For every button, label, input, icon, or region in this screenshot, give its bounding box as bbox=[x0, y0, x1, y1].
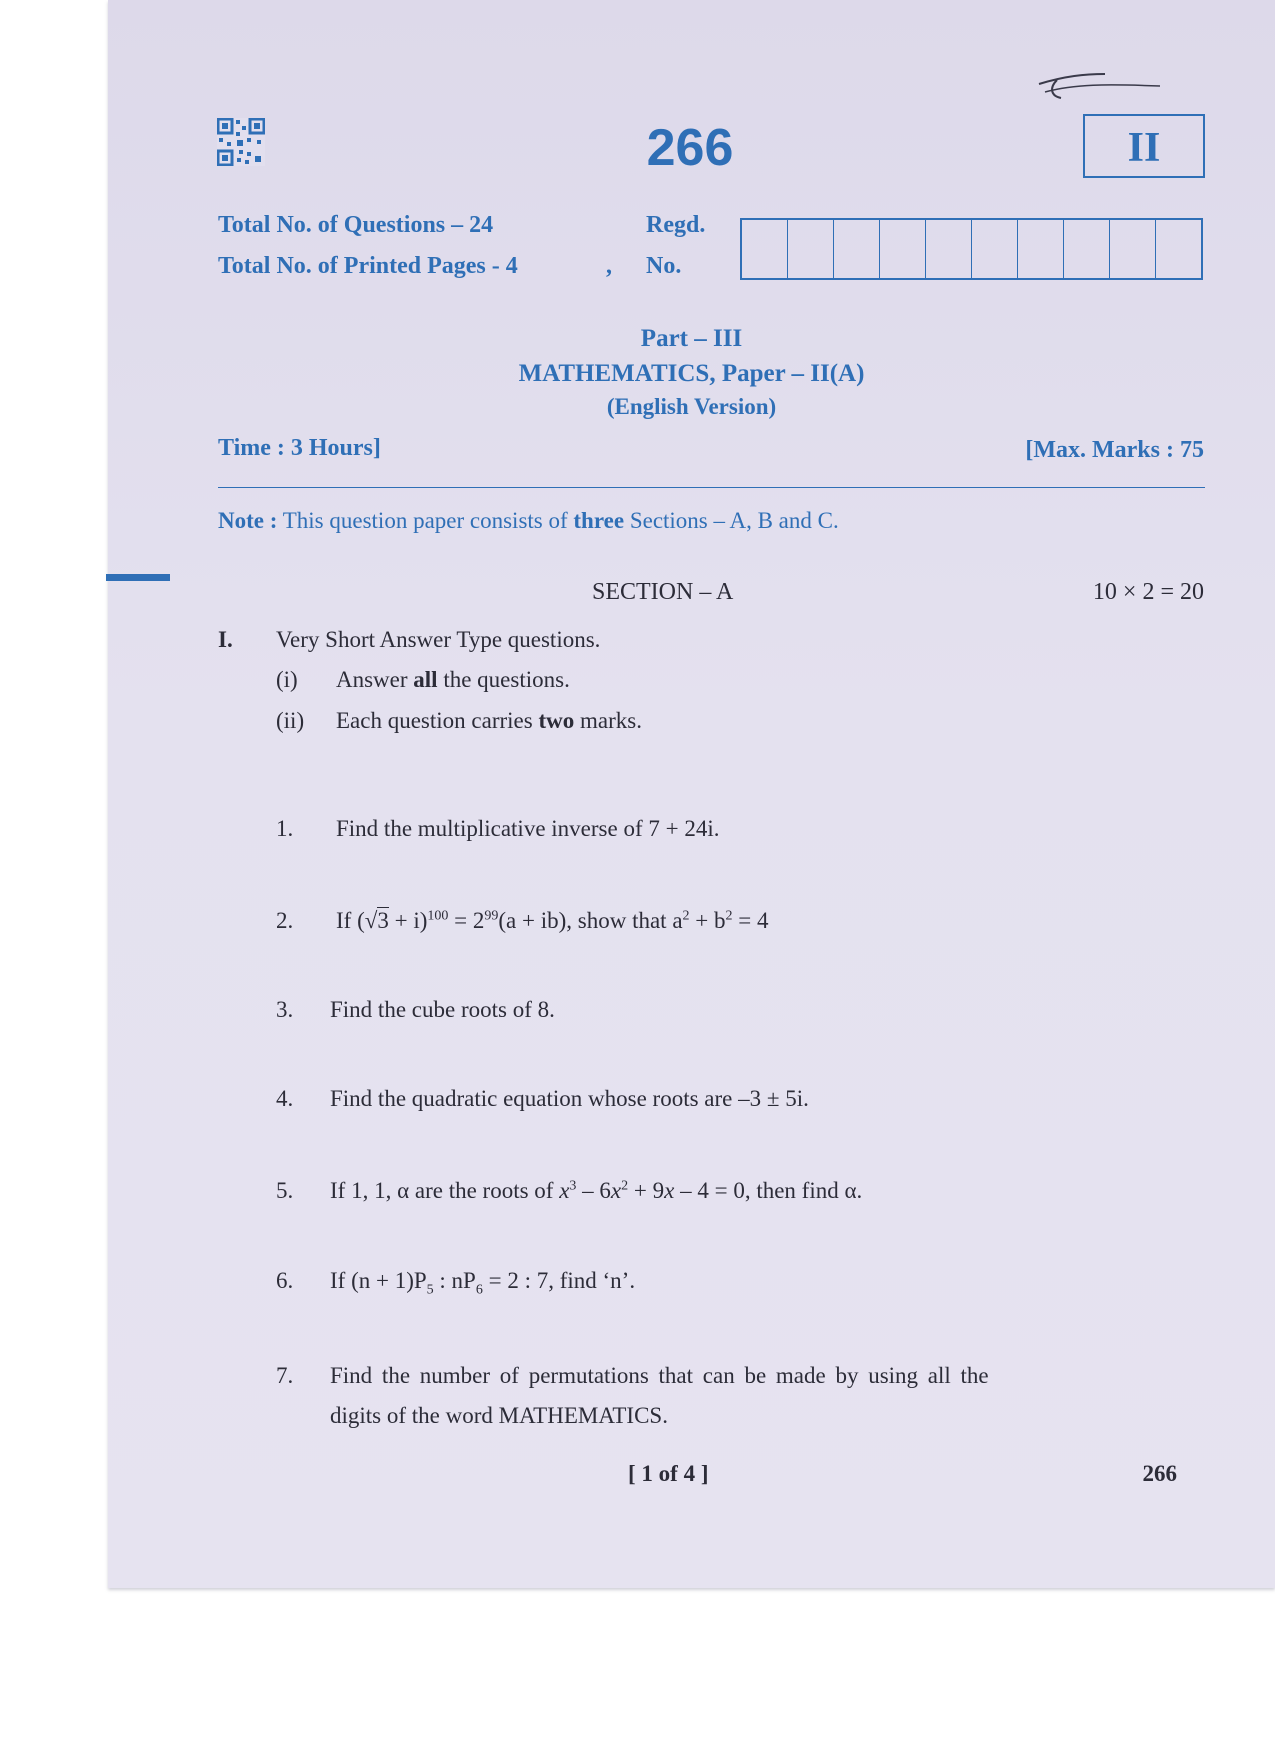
q2-exp1: 100 bbox=[427, 908, 449, 924]
q6-sub1: 5 bbox=[426, 1282, 434, 1298]
instruction-num: (i) bbox=[276, 667, 298, 692]
note-text-bold: three bbox=[573, 508, 625, 533]
time-label: Time : 3 Hours] bbox=[218, 435, 381, 461]
max-marks-label: [Max. Marks : 75 bbox=[1025, 437, 1204, 463]
q2-end: = 4 bbox=[732, 908, 769, 933]
q2-exp2: 99 bbox=[484, 908, 499, 924]
paper-code: 266 bbox=[646, 119, 734, 177]
instruction-bold: all bbox=[413, 667, 438, 692]
regd-digit-box bbox=[1110, 220, 1156, 278]
total-pages: Total No. of Printed Pages - 4 bbox=[218, 253, 518, 279]
question-text: Find the number of permutations that can be made by using all the bbox=[330, 1363, 989, 1388]
regd-digit-box bbox=[926, 220, 972, 278]
question-text bbox=[336, 907, 769, 935]
regd-number-boxes bbox=[740, 218, 1203, 280]
question-number: 5. bbox=[276, 1178, 294, 1203]
q6-mid: : nP bbox=[433, 1268, 476, 1293]
regd-digit-box bbox=[1156, 220, 1201, 278]
q5-var: x bbox=[559, 1178, 570, 1203]
q2-exp4: 2 bbox=[725, 908, 733, 924]
instruction-text bbox=[336, 707, 642, 735]
q2-pre: If ( bbox=[336, 908, 365, 933]
subject-title: MATHEMATICS, Paper – II(A) bbox=[518, 360, 865, 387]
q6-sub2: 6 bbox=[475, 1282, 483, 1298]
q5-pre: If 1, 1, α are the roots of bbox=[330, 1178, 560, 1203]
q2-post: (a + ib), show that a bbox=[498, 908, 683, 933]
regd-label: Regd. bbox=[646, 212, 706, 238]
q6-pre: If (n + 1)P bbox=[330, 1268, 427, 1293]
q2-eq: = 2 bbox=[448, 908, 485, 933]
q2-plus: + b bbox=[689, 908, 726, 933]
handwritten-mark-icon bbox=[1035, 62, 1165, 112]
instruction-num: (ii) bbox=[276, 708, 305, 733]
instruction-bold: two bbox=[538, 708, 575, 733]
q2-exp3: 2 bbox=[682, 908, 690, 924]
q2-radicand: 3 bbox=[377, 908, 389, 933]
question-number: 4. bbox=[276, 1086, 294, 1111]
q5-end: – 4 = 0, then find α. bbox=[674, 1178, 863, 1203]
section-roman: I. bbox=[218, 627, 233, 652]
instruction-before: Answer bbox=[336, 667, 408, 692]
q5-exp1: 3 bbox=[569, 1178, 577, 1194]
page-indicator: [ 1 of 4 ] bbox=[628, 1461, 709, 1486]
part-title: Part – III bbox=[640, 325, 743, 352]
regd-digit-box bbox=[742, 220, 788, 278]
q5-m2: + 9 bbox=[628, 1178, 665, 1203]
qr-code-icon bbox=[217, 118, 265, 166]
question-text: Find the cube roots of 8. bbox=[330, 997, 555, 1022]
instruction-after: marks. bbox=[579, 708, 642, 733]
instruction-before: Each question carries bbox=[336, 708, 533, 733]
note-label: Note : bbox=[218, 508, 278, 533]
note-line bbox=[218, 507, 839, 535]
q5-var: x bbox=[610, 1178, 622, 1203]
section-title: SECTION – A bbox=[592, 579, 734, 605]
q6-end: = 2 : 7, find ‘n’. bbox=[482, 1268, 636, 1293]
regd-digit-box bbox=[788, 220, 834, 278]
question-number: 2. bbox=[276, 908, 294, 933]
question-number: 3. bbox=[276, 997, 294, 1022]
footer-code: 266 bbox=[1142, 1461, 1177, 1486]
regd-digit-box bbox=[972, 220, 1018, 278]
regd-digit-box bbox=[834, 220, 880, 278]
question-number: 1. bbox=[276, 816, 294, 841]
question-text bbox=[330, 1267, 636, 1298]
no-label: No. bbox=[646, 253, 682, 279]
regd-digit-box bbox=[1064, 220, 1110, 278]
q5-var: x bbox=[664, 1178, 675, 1203]
instruction-after: the questions. bbox=[443, 667, 570, 692]
question-text-continued: digits of the word MATHEMATICS. bbox=[330, 1403, 668, 1428]
question-text: Find the multiplicative inverse of 7 + 24i. bbox=[336, 816, 720, 841]
q5-exp2: 2 bbox=[621, 1178, 629, 1194]
question-text: Find the quadratic equation whose roots are –3 ± 5i. bbox=[330, 1086, 809, 1111]
instruction-text bbox=[336, 666, 570, 694]
section-heading: Very Short Answer Type questions. bbox=[276, 627, 601, 652]
regd-digit-box bbox=[1018, 220, 1064, 278]
sqrt-symbol: √3 bbox=[364, 908, 389, 933]
section-marks: 10 × 2 = 20 bbox=[1092, 579, 1204, 605]
version-title: (English Version) bbox=[606, 394, 777, 419]
question-number: 6. bbox=[276, 1268, 294, 1293]
note-text-after: Sections – A, B and C. bbox=[629, 508, 839, 533]
regd-digit-box bbox=[880, 220, 926, 278]
paper-level-box: II bbox=[1083, 114, 1205, 178]
margin-mark bbox=[106, 574, 170, 581]
header-divider bbox=[218, 487, 1205, 488]
q2-mid: + i) bbox=[388, 908, 428, 933]
total-questions: Total No. of Questions – 24 bbox=[218, 212, 494, 238]
question-number: 7. bbox=[276, 1363, 294, 1388]
question-text bbox=[330, 1177, 862, 1205]
q5-m1: – 6 bbox=[576, 1178, 611, 1203]
note-text-before: This question paper consists of bbox=[282, 508, 568, 533]
separator-comma: , bbox=[606, 253, 612, 279]
